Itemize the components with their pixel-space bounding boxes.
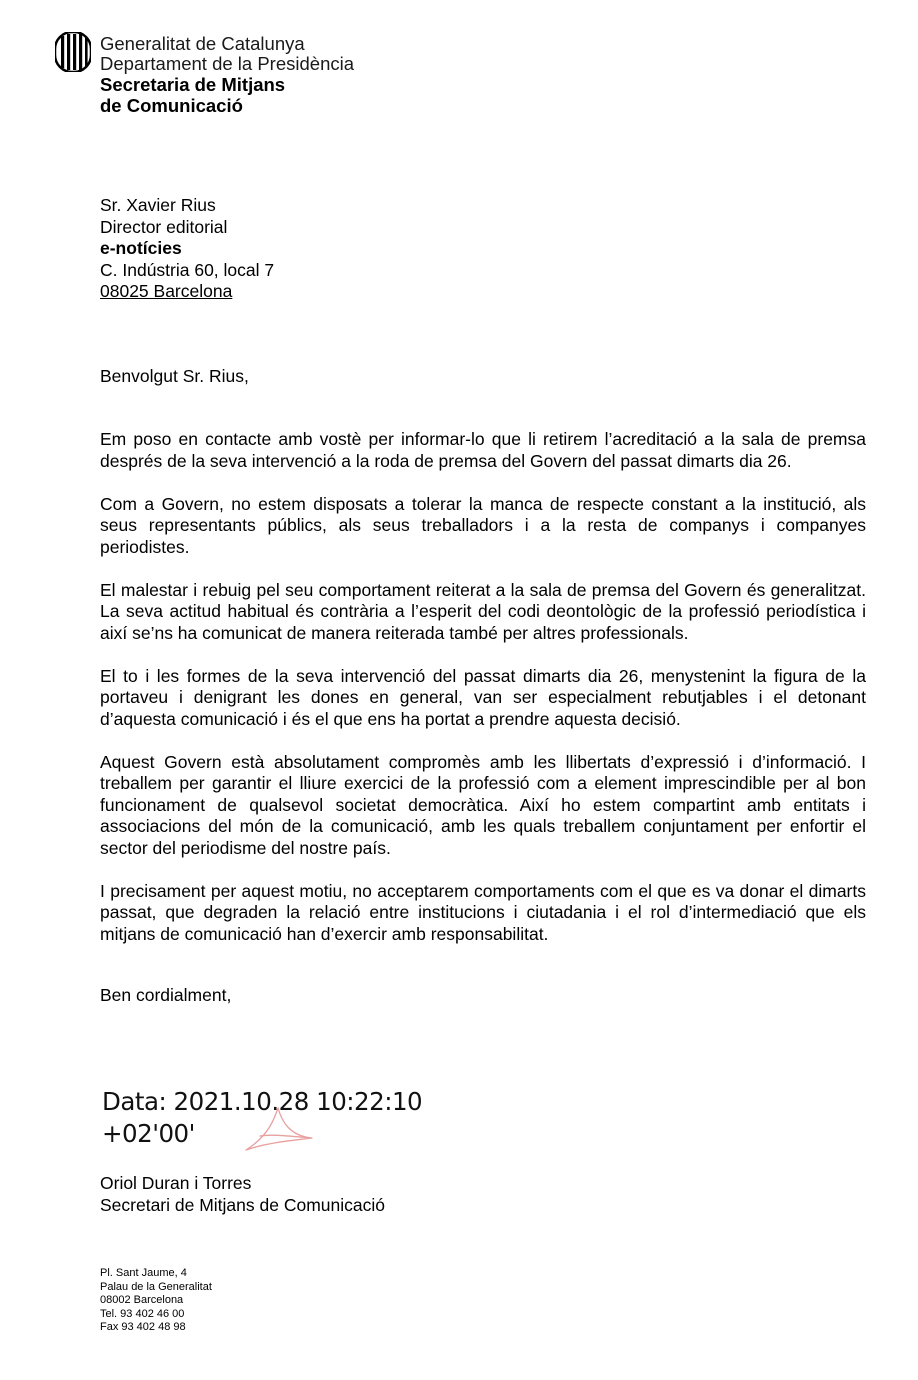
letterhead-secretariat-line1: Secretaria de Mitjans <box>100 74 286 95</box>
recipient-name: Sr. Xavier Rius <box>100 195 216 215</box>
footer-fax: Fax 93 402 48 98 <box>100 1321 186 1333</box>
signer-block <box>100 1173 385 1216</box>
senyera-logo-icon <box>55 32 91 72</box>
salutation: Benvolgut Sr. Rius, <box>100 366 249 386</box>
recipient-street: C. Indústria 60, local 7 <box>100 259 275 280</box>
signer-name: Oriol Duran i Torres <box>100 1173 252 1193</box>
letterhead-department: Departament de la Presidència <box>100 53 355 74</box>
footer-building: Palau de la Generalitat <box>100 1280 212 1293</box>
paragraph-6: I precisament per aquest motiu, no acceptarem comportaments com el que es va donar el dimarts passat, que degraden la relació entre institucions i ciutadania i el rol d’intermediació que els mitjans de comunicació han d’exercir amb responsabilitat. <box>100 880 866 944</box>
recipient-city: 08025 Barcelona <box>100 281 233 301</box>
footer-address <box>100 1267 212 1335</box>
paragraph-3: El malestar i rebuig pel seu comportament reiterat a la sala de premsa del Govern és generalitzat. La seva actitud habitual és contrària a l’esperit del codi deontològic de la professió periodística i així se’ns ha comunicat de manera reiterada també per altres professionals. <box>100 579 866 643</box>
letterhead-secretariat-line2: de Comunicació <box>100 95 243 116</box>
letterhead-government: Generalitat de Catalunya <box>100 33 305 54</box>
digital-signature-date <box>102 1086 422 1150</box>
closing: Ben cordialment, <box>100 985 232 1005</box>
signature-date-line2: +02'00' <box>102 1119 195 1148</box>
letterhead-text <box>100 34 420 116</box>
footer-street: Pl. Sant Jaume, 4 <box>100 1267 187 1279</box>
footer-phone: Tel. 93 402 46 00 <box>100 1307 185 1320</box>
recipient-address <box>100 195 274 303</box>
footer-city: 08002 Barcelona <box>100 1294 184 1306</box>
paragraph-1: Em poso en contacte amb vostè per informar-lo que li retirem l’acreditació a la sala de premsa després de la seva intervenció a la roda de premsa del Govern del passat dimarts dia 26. <box>100 429 866 471</box>
signature-date-line1: Data: 2021.10.28 10:22:10 <box>102 1087 423 1116</box>
letter-body <box>100 429 866 967</box>
paragraph-4: El to i les formes de la seva intervenció del passat dimarts dia 26, menystenint la figura de la portaveu i denigrant les dones en general, van ser especialment rebutjables i el detonant d’aquesta comunicació i és el que ens ha portat a prendre aquesta decisió. <box>100 665 866 729</box>
paragraph-5: Aquest Govern està absolutament compromès amb les llibertats d’expressió i d’informació. I treballem per garantir el lliure exercici de la professió com a element imprescindible per al bon funcionament de qualsevol societat democràtica. Així ho estem compartint amb entitats i associacions del món de la comunicació, amb les quals treballem conjuntament per enfortir el sector del periodisme del nostre país. <box>100 751 866 858</box>
recipient-outlet: e-notícies <box>100 238 182 258</box>
paragraph-2: Com a Govern, no estem disposats a tolerar la manca de respecte constant a la institució, als seus representants públics, als seus treballadors i a la resta de companys i companyes periodistes. <box>100 493 866 557</box>
signer-title: Secretari de Mitjans de Comunicació <box>100 1194 385 1215</box>
recipient-role: Director editorial <box>100 216 228 237</box>
